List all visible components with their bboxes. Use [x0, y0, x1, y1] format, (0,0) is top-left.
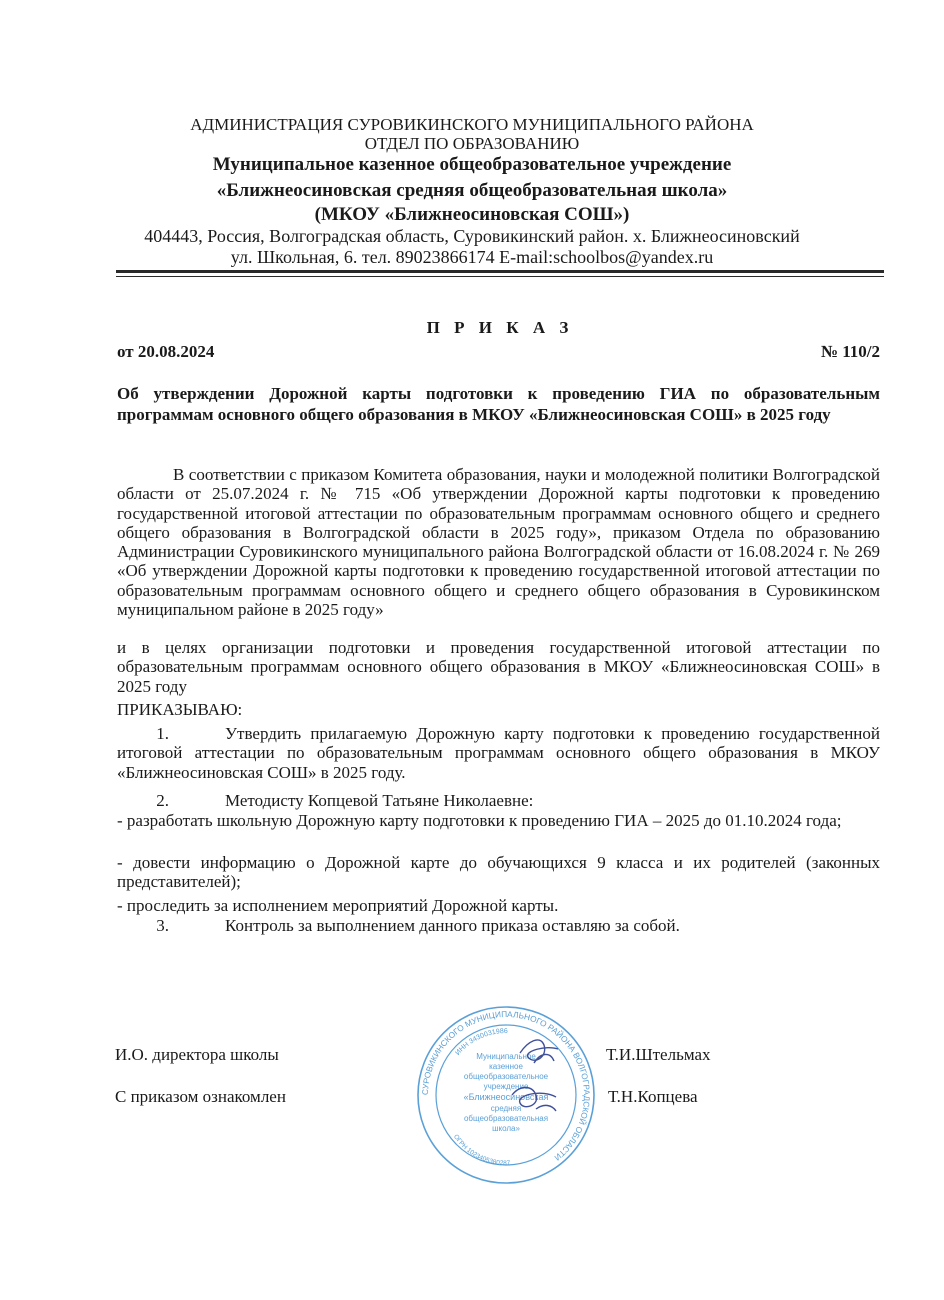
item-number: 3.: [156, 916, 169, 935]
signer-role-director: И.О. директора школы: [115, 1045, 279, 1064]
item-text: Методисту Копцевой Татьяне Николаевне:: [225, 791, 534, 810]
header-school-abbrev: (МКОУ «Ближнеосиновская СОШ»): [314, 204, 630, 225]
signer-name-director: Т.И.Штельмах: [606, 1045, 711, 1064]
stamp-line-6: средняя: [490, 1104, 522, 1113]
order-item-1: [117, 724, 880, 782]
preamble: В соответствии с приказом Комитета образования, науки и молодежной политики Волгоградской области от 25.07.2024 г. № 715 «Об утверждении Дорожной карты подготовки к проведению государственной итоговой аттестации по образовательным программам основного общего и среднего общего образования в Волгоградской области в 2025 году», приказом Отдела по образованию Администрации Суровикинского муниципального района Волгоградской области от 16.08.2024 г. № 269 «Об утверждении Дорожной карты подготовки к проведению государственной итоговой аттестации по образовательным программам основного общего и среднего общего образования в Суровикинском муниципальном районе в 2025 году»: [117, 465, 880, 620]
stamp-line-3: общеобразовательное: [463, 1072, 549, 1081]
stamp-line-8: школа»: [492, 1124, 520, 1133]
stamp-line-5: «Ближнеосиновская: [463, 1092, 549, 1102]
stamp-line-2: казенное: [489, 1062, 523, 1071]
stamp-ogrn: ОГРН 1023405380287: [451, 1133, 511, 1168]
school-seal-stamp: [416, 1005, 596, 1185]
header-institution-type: Муниципальное казенное общеобразовательное учреждение: [212, 154, 732, 175]
signer-name-acknowledged: Т.Н.Копцева: [608, 1087, 698, 1106]
svg-text:ОГРН 1023405380287: [452, 1133, 511, 1167]
header-department: ОТДЕЛ ПО ОБРАЗОВАНИЮ: [364, 134, 580, 153]
order-date: от 20.08.2024: [117, 342, 215, 361]
item-text: Утвердить прилагаемую Дорожную карту подготовки к проведению государственной итоговой аттестации по образовательным программам основного общего образования в МКОУ «Ближнеосиновская СОШ» в 2025 году.: [117, 724, 880, 782]
order-title: П Р И К А З: [426, 318, 574, 337]
order-subject: Об утверждении Дорожной карты подготовки к проведению ГИА по образовательным программам основного общего образования в МКОУ «Ближнеосиновская СОШ» в 2025 году: [117, 384, 880, 424]
header-school-name: «Ближнеосиновская средняя общеобразовательная школа»: [216, 180, 728, 201]
order-item-3: [117, 916, 880, 936]
order-item-2: [117, 791, 880, 811]
header-address: 404443, Россия, Волгоградская область, Суровикинский район. х. Ближнеосиновский: [144, 226, 800, 246]
stamp-outer-text: СУРОВИКИНСКОГО МУНИЦИПАЛЬНОГО РАЙОНА ВОЛГОГРАДСКОЙ ОБЛАСТИ: [419, 1008, 593, 1163]
stamp-line-7: общеобразовательная: [463, 1114, 549, 1123]
stamp-inn: ИНН 3430031986: [454, 1027, 508, 1057]
header-contacts: ул. Школьная, 6. тел. 89023866174 E-mail:schoolbos@yandex.ru: [230, 247, 714, 267]
item-number: 2.: [156, 791, 169, 810]
order-subitem-2: - довести информацию о Дорожной карте до обучающихся 9 класса и их родителей (законных представителей);: [117, 853, 880, 892]
order-subitem-1: - разработать школьную Дорожную карту подготовки к проведению ГИА – 2025 до 01.10.2024 года;: [117, 811, 842, 830]
item-number: 1.: [156, 724, 169, 743]
header-divider-thick: [116, 270, 884, 273]
order-word: ПРИКАЗЫВАЮ:: [117, 700, 243, 719]
stamp-line-4: учреждение: [483, 1082, 529, 1091]
header-administration: АДМИНИСТРАЦИЯ СУРОВИКИНСКОГО МУНИЦИПАЛЬНОГО РАЙОНА: [190, 115, 754, 134]
signer-role-acknowledged: С приказом ознакомлен: [115, 1087, 286, 1106]
header-divider-thin: [116, 276, 884, 277]
order-number: № 110/2: [820, 342, 880, 361]
preamble-purpose: и в целях организации подготовки и проведения государственной итоговой аттестации по образовательным программам основного общего образования в МКОУ «Ближнеосиновская СОШ» в 2025 году: [117, 638, 880, 696]
item-text: Контроль за выполнением данного приказа оставляю за собой.: [225, 916, 680, 935]
stamp-line-1: Муниципальное: [476, 1052, 536, 1061]
order-subitem-3: - проследить за исполнением мероприятий Дорожной карты.: [117, 896, 559, 915]
